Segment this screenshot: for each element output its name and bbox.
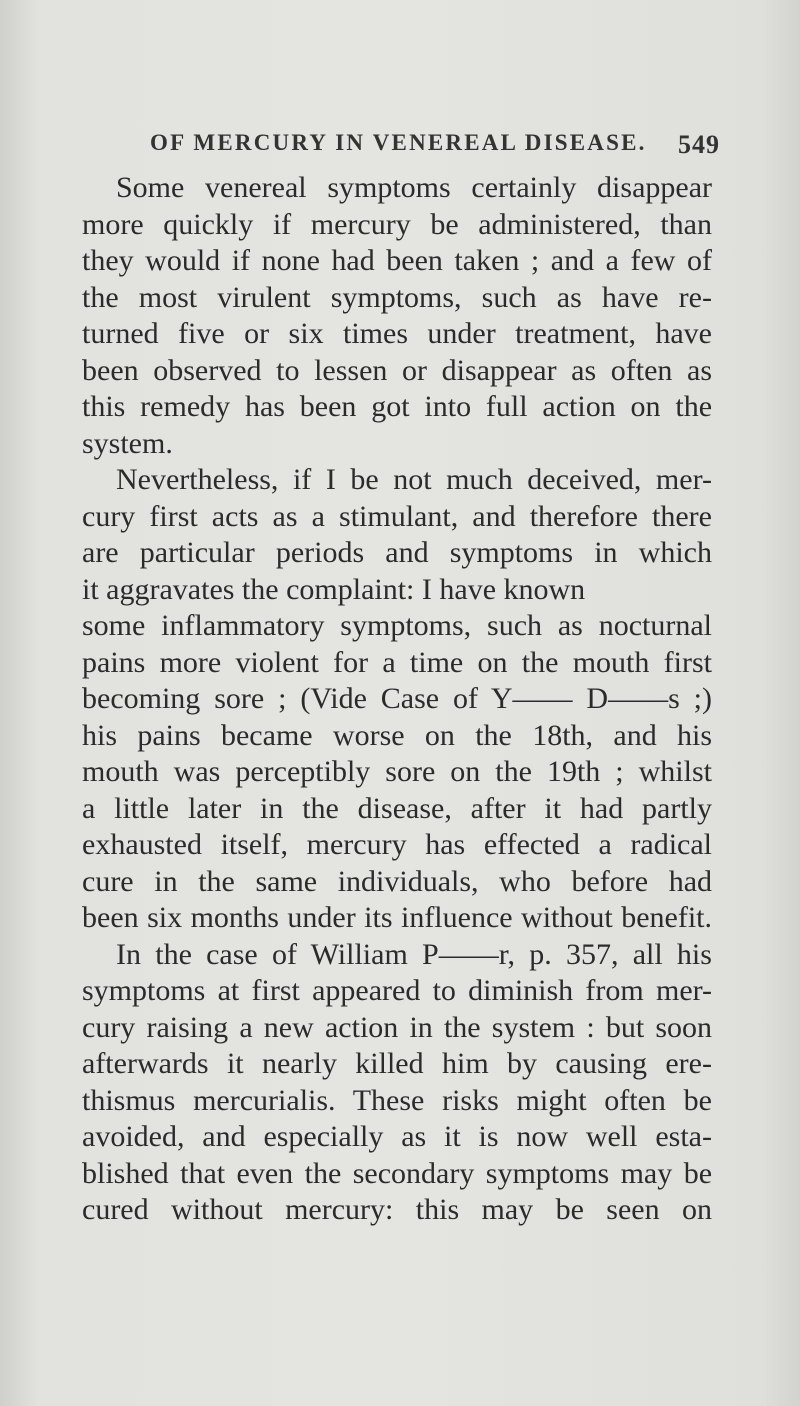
- text-line: cured without mercury: this may be seen on: [82, 1193, 712, 1226]
- text-line: the most virulent symptoms, such as have re-: [82, 280, 712, 314]
- text-line: blished that even the secondary symptoms may be: [82, 1156, 713, 1190]
- text-line: Some venereal symptoms certainly disappear: [116, 171, 713, 204]
- text-line: been six months under its influence without benefit.: [82, 901, 712, 934]
- running-head: [150, 130, 720, 164]
- text-line: they would if none had been taken ; and a few of: [82, 244, 712, 277]
- text-line: avoided, and especially as it is now well esta-: [82, 1120, 712, 1153]
- text-line: In the case of William P——r, p. 357, all his: [116, 937, 712, 971]
- text-line: mouth was perceptibly sore on the 19th ; whilst: [82, 755, 712, 788]
- text-line: his pains became worse on the 18th, and his: [82, 718, 713, 752]
- text-line: pains more violent for a time on the mouth first: [82, 645, 712, 679]
- text-line: exhausted itself, mercury has effected a radical: [82, 828, 712, 861]
- text-line: afterwards it nearly killed him by causing ere-: [82, 1047, 712, 1080]
- text-line: a little later in the disease, after it had partly: [82, 791, 713, 825]
- text-line: some inflammatory symptoms, such as nocturnal: [82, 609, 712, 642]
- text-line: more quickly if mercury be administered, than: [82, 207, 712, 241]
- text-line: Nevertheless, if I be not much deceived, mer-: [116, 463, 712, 496]
- page-number: 549: [678, 130, 720, 159]
- text-line: are particular periods and symptoms in which: [82, 536, 712, 569]
- text-line: cury raising a new action in the system : but soon: [82, 1010, 713, 1044]
- text-line: cury first acts as a stimulant, and therefore there: [82, 499, 712, 533]
- text-line: thismus mercurialis. These risks might often be: [82, 1083, 712, 1117]
- text-line: been observed to lessen or disappear as often as: [82, 353, 713, 387]
- text-line: symptoms at first appeared to diminish from mer-: [82, 974, 713, 1007]
- text-line: becoming sore ; (Vide Case of Y—— D——s ;): [82, 682, 713, 715]
- text-line: it aggravates the complaint: I have known: [82, 572, 586, 606]
- running-head-title: OF MERCURY IN VENEREAL DISEASE.: [150, 130, 647, 155]
- text-line: cure in the same individuals, who before had: [82, 864, 713, 898]
- text-line: this remedy has been got into full action on the: [82, 390, 713, 423]
- text-line: system.: [82, 426, 173, 460]
- text-line: turned five or six times under treatment, have: [82, 317, 712, 350]
